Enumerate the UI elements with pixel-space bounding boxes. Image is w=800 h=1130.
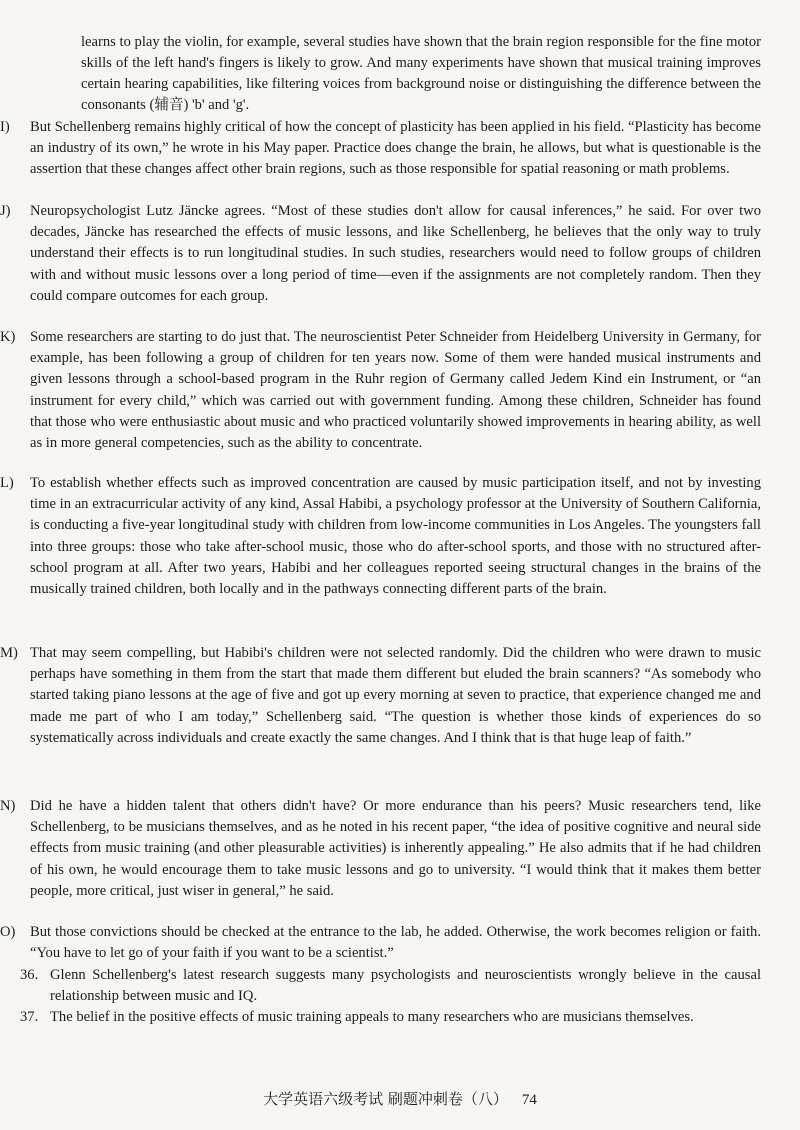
paragraph-k [0,327,761,454]
page-footer [0,1088,800,1109]
paragraph-text: To establish whether effects such as improved concentration are caused by music participation itself, and not by investing time in an extracurricular activity of any kind, Assal Habibi, a psychology professor at the University of Southern California, is conducting a five-year longitudinal study with children from low-income communities in Los Angeles. The youngsters fall into three groups: those who take after-school music, those who do after-school sports, and those with no structured after-school program at all. After two years, Habibi and her colleagues reported seeing structural changes in the brains of the musically trained children, both locally and in the pathways connecting different parts of the brain. [30,475,761,598]
question-37 [20,1007,761,1028]
paragraph-label: N) [0,798,16,814]
paragraph-label: K) [0,329,16,345]
paragraph-label: M) [0,645,18,661]
page-number: 74 [521,1092,537,1108]
paragraph-label: I) [0,119,10,135]
paragraph-m [0,643,761,749]
paragraph-o [0,922,761,964]
paragraph-text: But those convictions should be checked at the entrance to the lab, he added. Otherwise, the work becomes religion or faith. “You have to let go of your faith if you want to be a scientist.” [30,924,761,962]
question-text: The belief in the positive effects of music training appeals to many researchers who are musicians themselves. [50,1009,694,1025]
paragraph-text: But Schellenberg remains highly critical of how the concept of plasticity has been applied in his field. “Plasticity has become an industry of its own,” he wrote in his May paper. Practice does change the brain, he allows, but what is questionable is the assertion that these changes affect other brain regions, such as those responsible for spatial reasoning or math problems. [30,119,761,178]
paragraph-label: L) [0,475,14,491]
paragraph-i [0,117,761,181]
paragraph-j [0,201,761,307]
paragraph-label: O) [0,924,16,940]
paragraph-text: Some researchers are starting to do just that. The neuroscientist Peter Schneider from Heidelberg University in Germany, for example, has been following a group of children for ten years now. Some of them were handed musical instruments and given lessons through a school-based program in the Ruhr region of Germany called Jedem Kind ein Instrument, or “an instrument for every child,” which was carried out with government funding. Among these children, Schneider has found that those who were enthusiastic about music and who practiced voluntarily showed improvements in hearing ability, as well as in more general competencies, such as the ability to concentrate. [30,329,761,452]
paragraph-n [0,796,761,902]
question-text: Glenn Schellenberg's latest research suggests many psychologists and neuroscientists wrongly believe in the causal relationship between music and IQ. [50,967,761,1005]
question-36 [20,965,761,1007]
question-number: 36. [20,967,39,983]
paragraph-label: J) [0,203,11,219]
question-number: 37. [20,1009,39,1025]
paragraph-h-continued: learns to play the violin, for example, several studies have shown that the brain region responsible for the fine motor skills of the left hand's fingers is likely to grow. And many experiments have shown that musical training improves certain hearing capabilities, like filtering voices from background noise or distinguishing the difference between the consonants (辅音) 'b' and 'g'. [81,34,761,113]
paragraph-l [0,473,761,600]
paragraph-text: Neuropsychologist Lutz Jäncke agrees. “Most of these studies don't allow for causal inferences,” he said. For over two decades, Jäncke has researched the effects of music lessons, and like Schellenberg, he believes that the only way to truly understand their effects is to run longitudinal studies. In such studies, researchers would need to follow groups of children with and without music lessons over a long period of time—even if the assignments are not completely random. Then they could compare outcomes for each group. [30,203,761,304]
paragraph-text: That may seem compelling, but Habibi's children were not selected randomly. Did the children who were drawn to music perhaps have something in them from the start that made them different but eluded the brain scanners? “As somebody who started taking piano lessons at the age of five and got up every morning at seven to practice, that experience changed me and made me part of who I am today,” Schellenberg said. “The question is whether those kinds of experiences do so systematically across individuals and create exactly the same changes. And I think that is that huge leap of faith.” [30,645,761,746]
paragraph-text: Did he have a hidden talent that others didn't have? Or more endurance than his peers? Music researchers tend, like Schellenberg, to be musicians themselves, and as he noted in his recent paper, “the idea of positive cognitive and neural side effects from music training (and other pleasurable activities) is inherently appealing.” He also admits that if he had children of his own, he would encourage them to take music lessons and go to university. “I would think that it makes them better people, more critical, just wiser in general,” he said. [30,798,761,899]
footer-title: 大学英语六级考试 刷题冲刺卷（八） [263,1090,508,1108]
